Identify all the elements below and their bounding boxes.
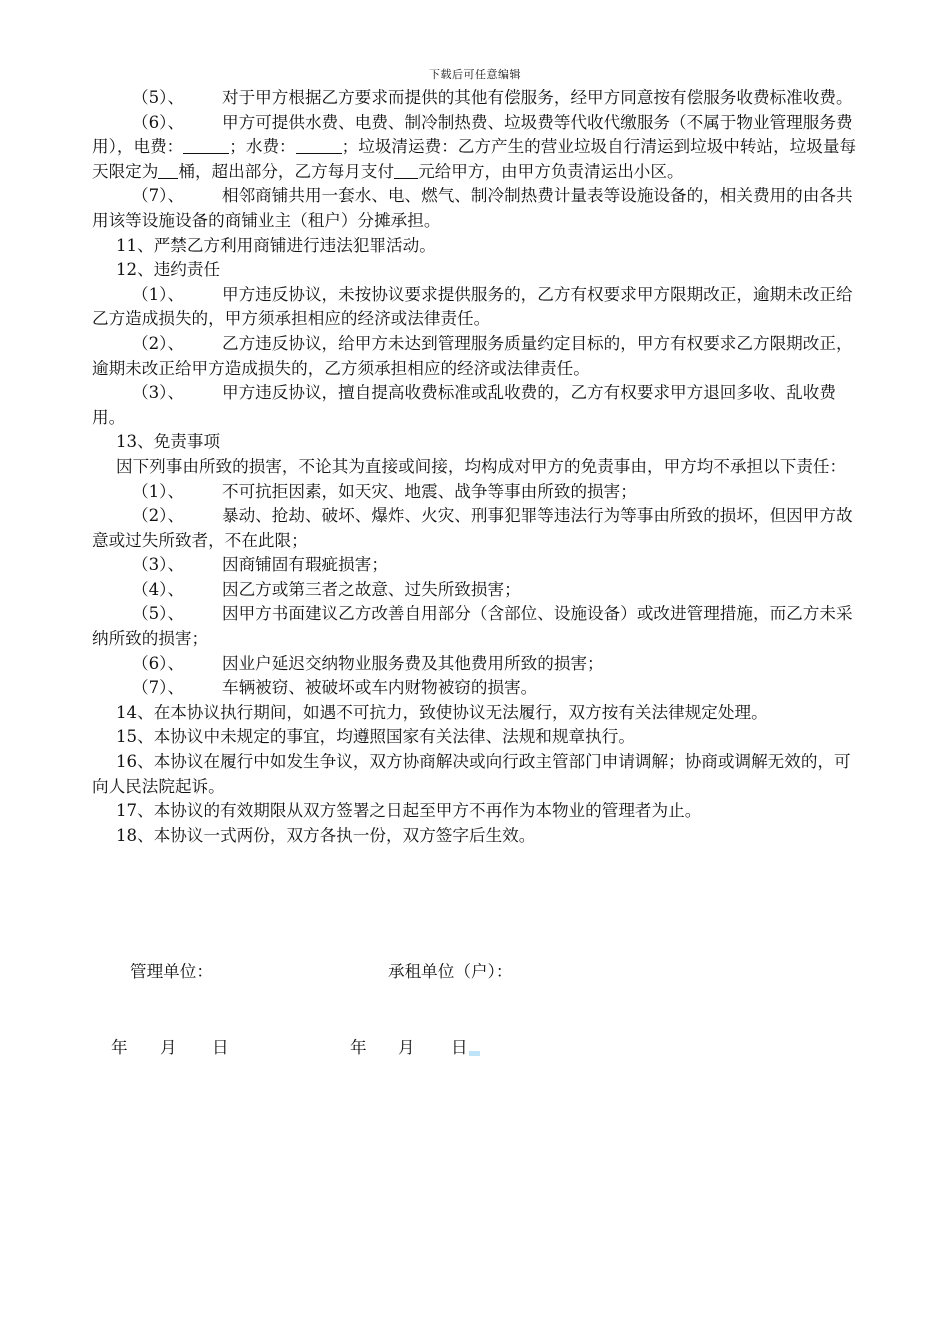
item-number: （2）、: [132, 506, 185, 526]
page-header-note: 下载后可任意编辑: [429, 68, 521, 81]
clause-12-3: [92, 381, 862, 430]
electricity-fee-blank[interactable]: [183, 137, 229, 154]
item-text: 暴动、抢劫、破坏、爆炸、火灾、刑事犯罪等违法行为等事由所致的损坏，但因甲方故意或过失所致者，不在此限；: [92, 506, 853, 550]
clause-10-5: [92, 86, 862, 111]
item-number: （6）、: [132, 112, 185, 132]
clause-15: 15、本协议中未规定的事宜，均遵照国家有关法律、法规和规章执行。: [116, 727, 635, 747]
item-number: （4）、: [132, 579, 185, 599]
left-day-label: 日: [212, 1038, 229, 1057]
clause-12-title: 12、违约责任: [116, 260, 221, 280]
item-text: 桶，超出部分，乙方每月支付: [178, 161, 395, 181]
item-text: ；水费：: [229, 137, 296, 157]
item-text: 相邻商铺共用一套水、电、燃气、制冷制热费计量表等设施设备的，相关费用的由各共用该等设施设备的商铺业主（租户）分摊承担。: [92, 186, 853, 230]
item-number: （7）、: [132, 186, 185, 206]
clause-14: 14、在本协议执行期间，如遇不可抗力，致使协议无法履行，双方按有关法律规定处理。: [116, 702, 768, 722]
item-number: （1）、: [132, 481, 185, 501]
document-body: [92, 86, 862, 848]
text-cursor-mark: [469, 1051, 480, 1056]
clause-12-2: [92, 332, 862, 381]
left-year-label: 年: [111, 1038, 128, 1057]
item-text: 甲方可提供水费、电费、制冷制热费、垃圾费等代收代缴服务（不属于物业管理服务费用），电费：: [92, 112, 853, 157]
item-number: （5）、: [132, 604, 185, 624]
clause-13-intro: 因下列事由所致的损害，不论其为直接或间接，均构成对甲方的免责事由，甲方均不承担以下责任：: [116, 456, 847, 476]
monthly-payment-blank[interactable]: [394, 162, 418, 179]
right-day-label: 日: [451, 1038, 468, 1057]
tenant-unit-label: 承租单位（户）：: [388, 962, 513, 981]
clause-12-1: [92, 283, 862, 332]
clause-17: 17、本协议的有效期限从双方签署之日起至甲方不再作为本物业的管理者为止。: [116, 801, 702, 821]
clause-13-2: [92, 504, 862, 553]
item-number: （3）、: [132, 555, 185, 575]
clause-13-6: [92, 652, 862, 677]
right-month-label: 月: [398, 1038, 415, 1057]
garbage-bucket-blank[interactable]: [158, 162, 178, 179]
clause-13-5: [92, 602, 862, 651]
management-unit-label: 管理单位：: [130, 962, 213, 981]
item-text: 对于甲方根据乙方要求而提供的其他有偿服务，经甲方同意按有偿服务收费标准收费。: [222, 88, 853, 107]
clause-13-3: [92, 553, 862, 578]
water-fee-blank[interactable]: [296, 137, 342, 154]
clause-11: 11、严禁乙方利用商铺进行违法犯罪活动。: [116, 235, 436, 255]
item-number: （3）、: [132, 383, 185, 403]
item-text: 不可抗拒因素，如天灾、地震、战争等事由所致的损害；: [222, 481, 637, 501]
clause-18: 18、本协议一式两份，双方各执一份，双方签字后生效。: [116, 825, 536, 845]
clause-13-1: [92, 480, 862, 505]
item-text: 甲方违反协议，擅自提高收费标准或乱收费的，乙方有权要求甲方退回多收、乱收费用。: [92, 383, 836, 427]
item-text: 因商铺固有瑕疵损害；: [222, 555, 388, 575]
item-number: （2）、: [132, 333, 185, 353]
clause-10-7: [92, 184, 862, 233]
right-year-label: 年: [350, 1038, 367, 1057]
clause-13-title: 13、免责事项: [116, 432, 221, 452]
item-text: 因业户延迟交纳物业服务费及其他费用所致的损害；: [222, 653, 604, 673]
clause-13-4: [92, 578, 862, 603]
item-text: 元给甲方，由甲方负责清运出小区。: [418, 161, 684, 181]
clause-16: 16、本协议在履行中如发生争议，双方协商解决或向行政主管部门申请调解；协商或调解无效的，可向人民法院起诉。: [92, 752, 851, 796]
item-text: 因甲方书面建议乙方改善自用部分（含部位、设施设备）或改进管理措施，而乙方未采纳所致的损害；: [92, 604, 853, 649]
item-text: 因乙方或第三者之故意、过失所致损害；: [222, 579, 521, 599]
item-number: （6）、: [132, 653, 185, 673]
item-number: （5）、: [132, 88, 185, 107]
item-text: 甲方违反协议，未按协议要求提供服务的，乙方有权要求甲方限期改正，逾期未改正给乙方造成损失的，甲方须承担相应的经济或法律责任。: [92, 284, 853, 329]
item-number: （7）、: [132, 678, 185, 698]
clause-13-7: [92, 676, 862, 701]
clause-10-6: [92, 111, 862, 185]
right-date-group: [451, 1034, 480, 1058]
item-text: 乙方违反协议，给甲方未达到管理服务质量约定目标的，甲方有权要求乙方限期改正，逾期未改正给甲方造成损失的，乙方须承担相应的经济或法律责任。: [92, 333, 853, 378]
item-text: ；垃圾清运费：乙方产生的营业垃圾自行清运到垃圾中转站，垃圾量每天限定为: [92, 137, 857, 181]
item-number: （1）、: [132, 284, 185, 304]
item-text: 车辆被窃、被破坏或车内财物被窃的损害。: [222, 678, 538, 698]
left-month-label: 月: [160, 1038, 177, 1057]
